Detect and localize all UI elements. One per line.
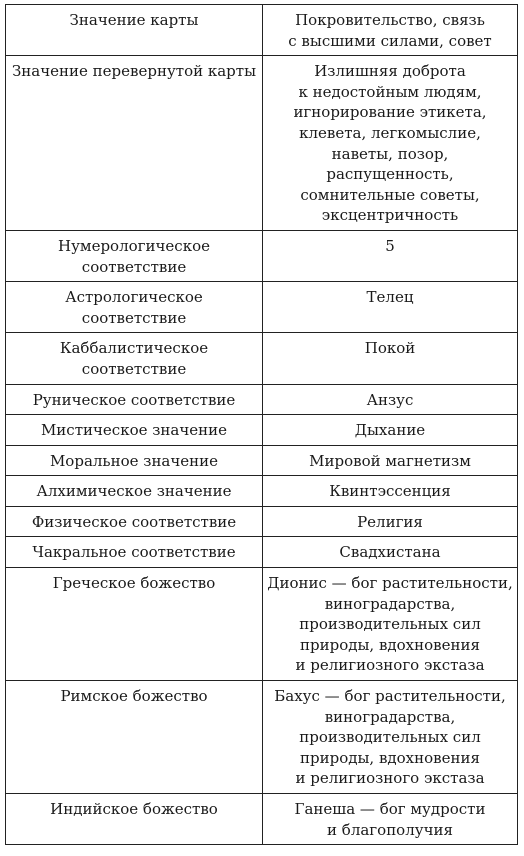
property-text: Нумерологическое xyxy=(58,236,210,255)
value-text: природы, вдохновения xyxy=(300,748,480,767)
table-row xyxy=(6,568,518,681)
value-text: Квинтэссенция xyxy=(329,482,451,501)
property-cell xyxy=(6,476,263,507)
property-cell xyxy=(6,568,263,681)
value-text: Покровительство, связь xyxy=(295,11,485,29)
value-text: к недостойным людям, xyxy=(298,82,482,101)
value-text: производительных сил xyxy=(299,615,481,634)
property-text: Моральное значение xyxy=(49,451,219,470)
value-text: Мировой магнетизм xyxy=(309,451,471,470)
table-row xyxy=(6,445,518,476)
value-text: виноградарства, xyxy=(324,707,456,726)
value-cell xyxy=(263,282,518,333)
value-text: и религиозного экстаза xyxy=(295,656,485,675)
value-text: Телец xyxy=(366,288,414,307)
value-cell xyxy=(263,506,518,537)
value-text: Покой xyxy=(364,339,416,358)
property-text: соответствие xyxy=(81,257,187,276)
value-text: Дионис — бог растительности, xyxy=(267,574,513,593)
property-text: Значение карты xyxy=(69,11,199,29)
value-cell xyxy=(263,230,518,281)
value-text: 5 xyxy=(385,236,395,255)
value-text: природы, вдохновения xyxy=(300,635,480,654)
value-text: производительных сил xyxy=(299,728,481,747)
value-text: сомнительные советы, xyxy=(300,185,480,204)
property-cell xyxy=(6,56,263,231)
value-text: Свадхистана xyxy=(339,543,441,562)
table-row xyxy=(6,537,518,568)
table-row xyxy=(6,333,518,384)
property-text: Астрологическое xyxy=(65,288,203,307)
value-text: клевета, легкомыслие, xyxy=(299,123,481,142)
property-text: Физическое соответствие xyxy=(31,512,237,531)
value-text: Ганеша — бог мудрости xyxy=(294,800,486,818)
property-cell xyxy=(6,794,263,845)
value-text: Анзус xyxy=(366,390,414,409)
property-text: Римское божество xyxy=(60,687,208,706)
value-text: Религия xyxy=(357,512,423,531)
property-text: Значение перевернутой карты xyxy=(11,62,257,81)
property-cell xyxy=(6,445,263,476)
property-text: Каббалистическое xyxy=(59,339,209,358)
property-text: Греческое божество xyxy=(52,574,216,593)
value-cell xyxy=(263,681,518,794)
value-text: и благополучия xyxy=(327,820,453,839)
property-text: Чакральное соответствие xyxy=(32,543,236,562)
table-row xyxy=(6,56,518,231)
property-cell xyxy=(6,5,263,56)
table-body xyxy=(6,5,518,845)
value-cell xyxy=(263,476,518,507)
value-text: и религиозного экстаза xyxy=(295,769,485,788)
table-row xyxy=(6,506,518,537)
card-correspondence-table xyxy=(5,4,518,845)
property-text: Индийское божество xyxy=(50,800,218,818)
value-text: с высшими силами, совет xyxy=(288,31,492,50)
value-cell xyxy=(263,384,518,415)
property-cell xyxy=(6,384,263,415)
value-cell xyxy=(263,794,518,845)
value-cell xyxy=(263,445,518,476)
property-text: Мистическое значение xyxy=(40,421,228,440)
table-row xyxy=(6,794,518,845)
property-cell xyxy=(6,415,263,446)
value-text: Бахус — бог растительности, xyxy=(274,687,506,706)
property-cell xyxy=(6,282,263,333)
table-row xyxy=(6,681,518,794)
value-text: эксцентричность xyxy=(321,206,459,225)
value-text: распущенность, xyxy=(326,165,454,184)
value-cell xyxy=(263,56,518,231)
property-text: соответствие xyxy=(81,308,187,327)
table-row xyxy=(6,5,518,56)
property-cell xyxy=(6,537,263,568)
property-cell xyxy=(6,333,263,384)
value-text: игнорирование этикета, xyxy=(293,103,487,122)
property-cell xyxy=(6,681,263,794)
table-row xyxy=(6,415,518,446)
property-cell xyxy=(6,230,263,281)
table-row xyxy=(6,476,518,507)
property-cell xyxy=(6,506,263,537)
table-row xyxy=(6,230,518,281)
value-text: наветы, позор, xyxy=(331,144,449,163)
value-cell xyxy=(263,537,518,568)
value-text: Излишняя доброта xyxy=(314,62,466,81)
property-text: Алхимическое значение xyxy=(36,482,232,501)
table-row xyxy=(6,282,518,333)
property-text: соответствие xyxy=(81,359,187,378)
value-cell xyxy=(263,568,518,681)
value-cell xyxy=(263,333,518,384)
value-cell xyxy=(263,415,518,446)
value-text: Дыхание xyxy=(354,421,426,440)
value-text: виноградарства, xyxy=(324,594,456,613)
table-row xyxy=(6,384,518,415)
property-text: Руническое соответствие xyxy=(32,390,236,409)
value-cell xyxy=(263,5,518,56)
